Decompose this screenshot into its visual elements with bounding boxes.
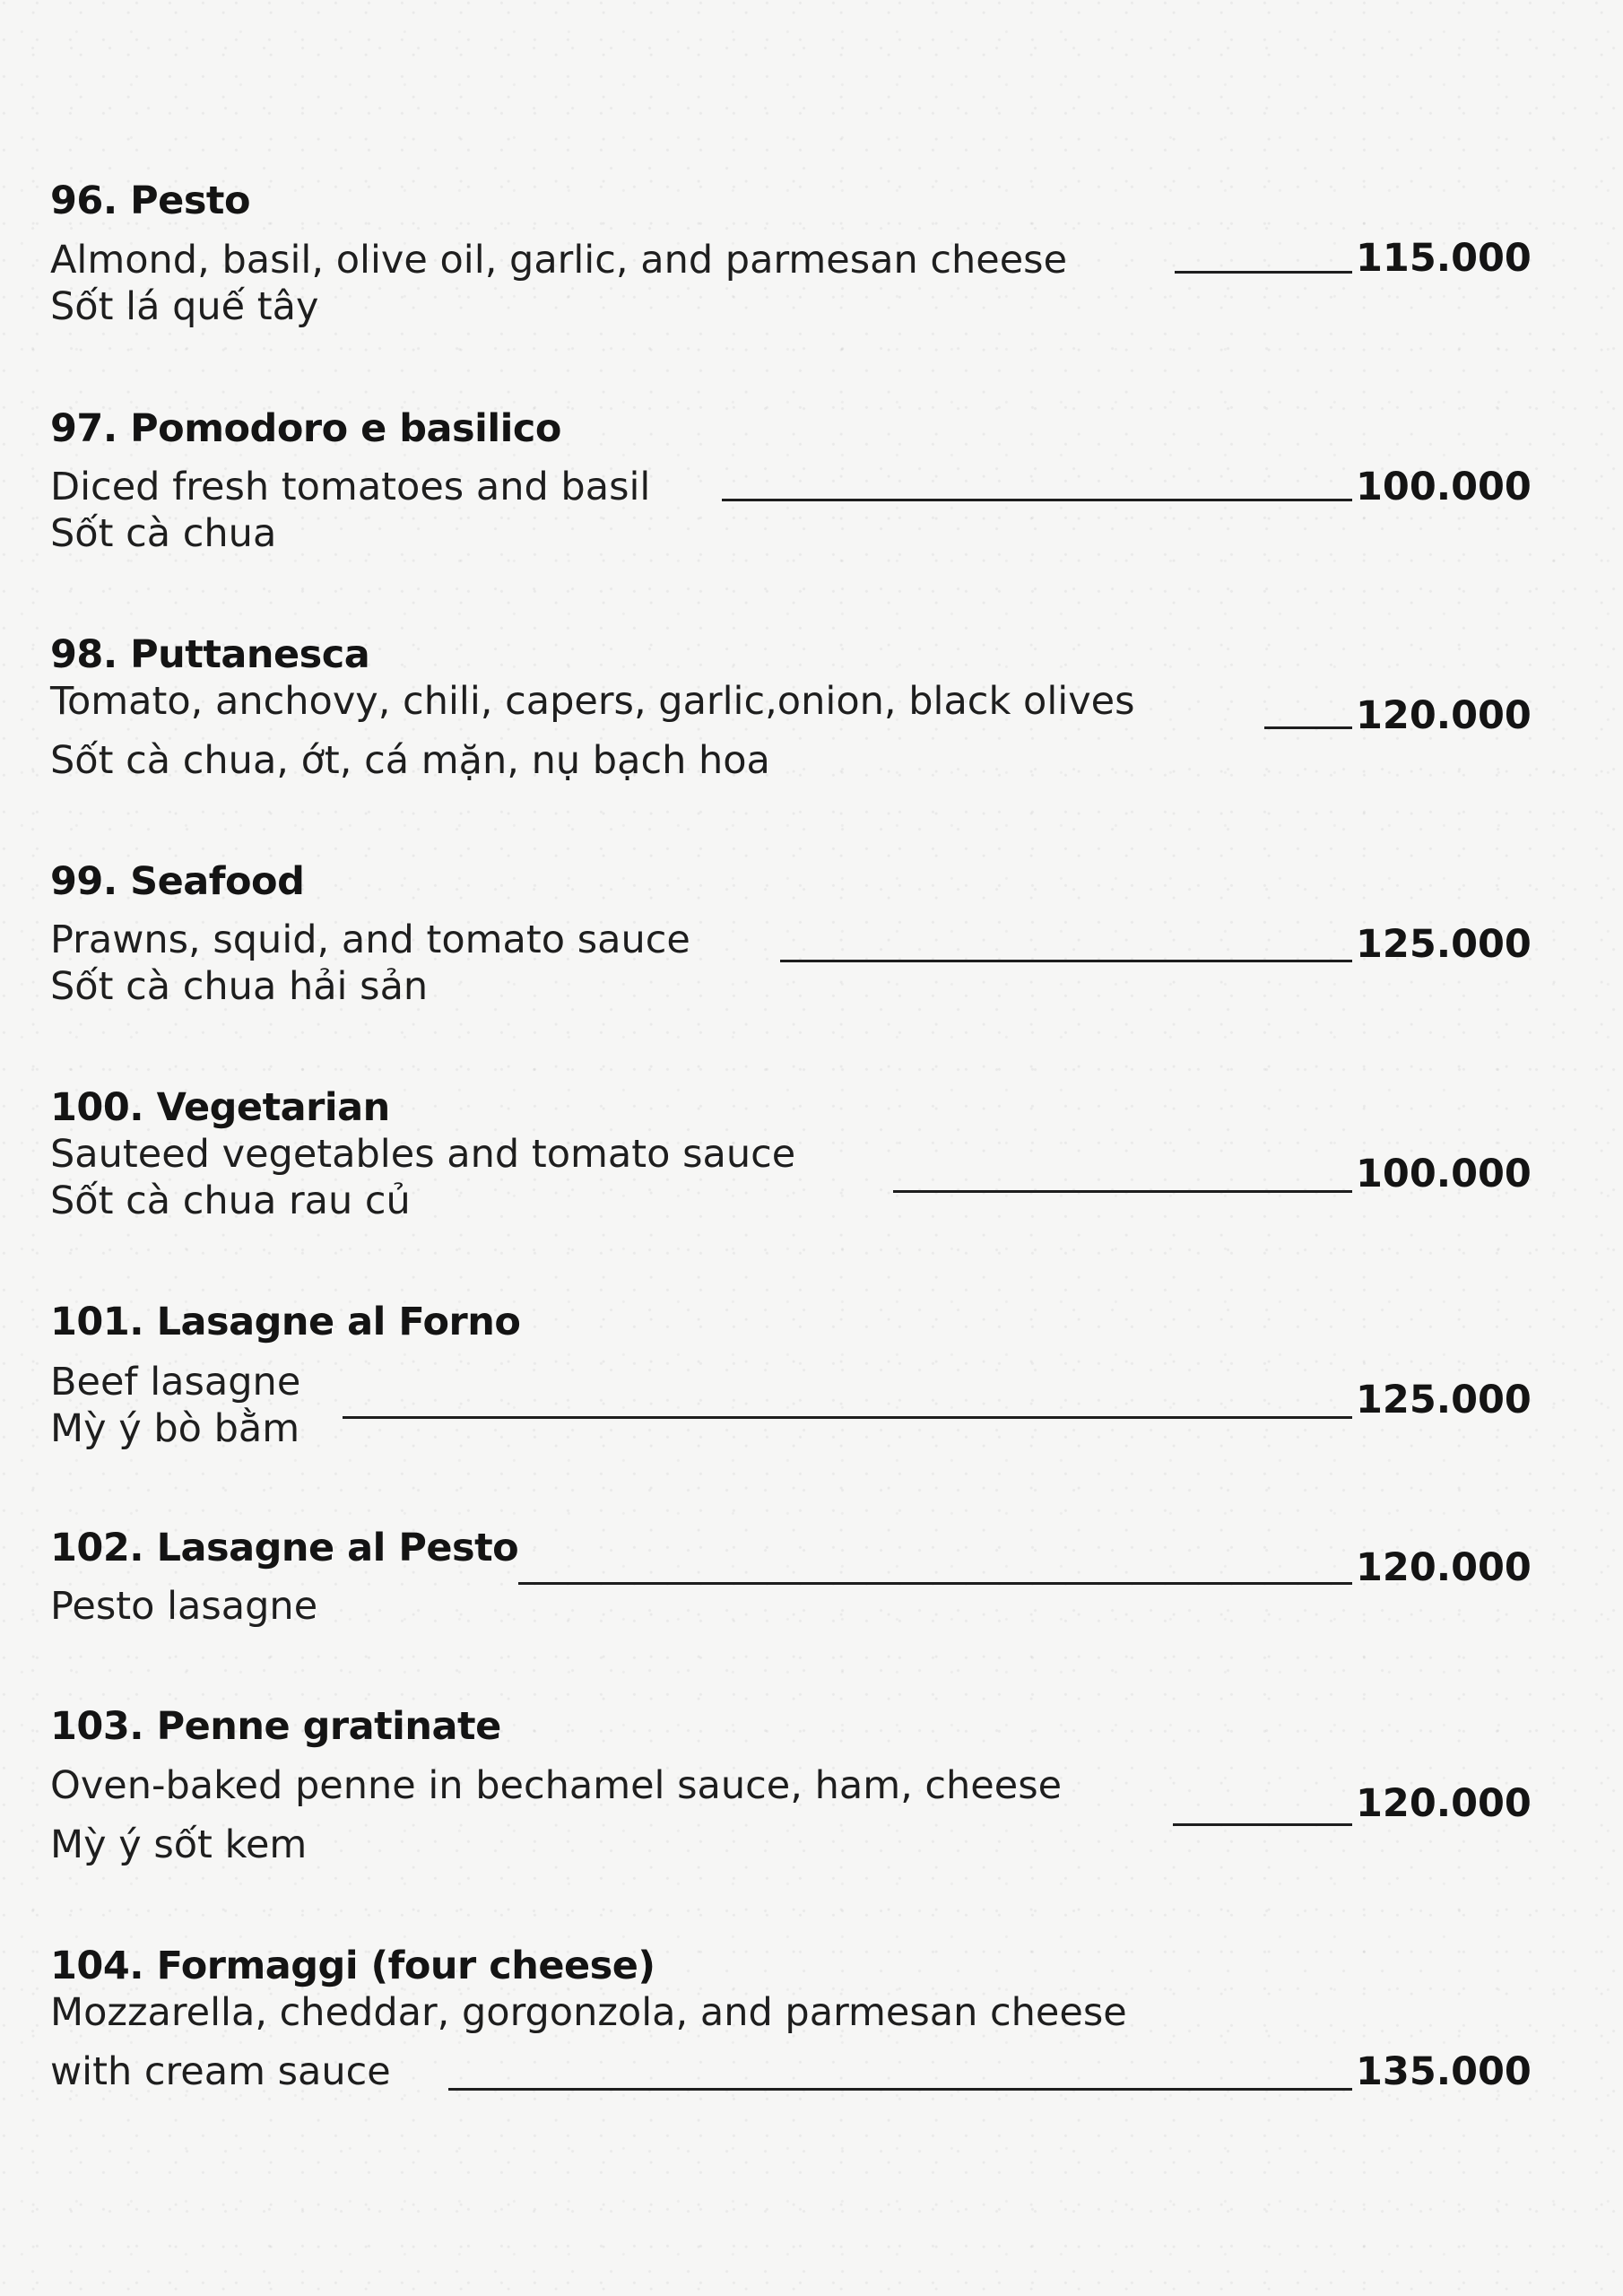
item-title: 104. Formaggi (four cheese): [50, 1944, 655, 1988]
item-description: Mozzarella, cheddar, gorgonzola, and parmesan cheese: [50, 1990, 1127, 2035]
item-price: 125.000: [1356, 1378, 1532, 1422]
item-title: 100. Vegetarian: [50, 1085, 390, 1130]
leader-line: [893, 1190, 1352, 1193]
item-description-vi: Sốt cà chua: [50, 511, 277, 556]
item-description: Oven-baked penne in bechamel sauce, ham, cheese: [50, 1763, 1063, 1808]
item-title: 99. Seafood: [50, 859, 305, 904]
item-description-vi: Mỳ ý bò bằm: [50, 1406, 300, 1451]
leader-line: [722, 499, 1352, 501]
item-description-vi: Sốt cà chua, ớt, cá mặn, nụ bạch hoa: [50, 738, 770, 783]
item-description: Prawns, squid, and tomato sauce: [50, 918, 690, 962]
item-price: 100.000: [1356, 465, 1532, 509]
item-description-vi: Mỳ ý sốt kem: [50, 1822, 308, 1867]
item-title: 96. Pesto: [50, 178, 251, 223]
item-description: Sauteed vegetables and tomato sauce: [50, 1132, 796, 1177]
item-title: 103. Penne gratinate: [50, 1704, 501, 1749]
item-description: Almond, basil, olive oil, garlic, and parmesan cheese: [50, 238, 1068, 283]
item-description: Beef lasagne: [50, 1360, 301, 1405]
item-description: Tomato, anchovy, chili, capers, garlic,onion, black olives: [50, 679, 1135, 724]
leader-line: [343, 1416, 1352, 1419]
item-price: 120.000: [1356, 1545, 1532, 1590]
leader-line: [1173, 1823, 1352, 1826]
leader-line: [1175, 271, 1352, 274]
item-description-vi: Sốt lá quế tây: [50, 284, 319, 329]
item-title: 101. Lasagne al Forno: [50, 1300, 521, 1344]
leader-line: [780, 960, 1352, 962]
item-description-secondary: with cream sauce: [50, 2049, 391, 2094]
item-price: 100.000: [1356, 1152, 1532, 1196]
item-price: 125.000: [1356, 922, 1532, 967]
item-price: 120.000: [1356, 693, 1532, 738]
item-title: 98. Puttanesca: [50, 632, 370, 677]
item-price: 135.000: [1356, 2049, 1532, 2094]
item-title: 102. Lasagne al Pesto: [50, 1526, 519, 1570]
item-price: 120.000: [1356, 1781, 1532, 1826]
leader-line: [1264, 726, 1352, 729]
item-description-vi: Sốt cà chua rau củ: [50, 1178, 411, 1223]
item-title: 97. Pomodoro e basilico: [50, 406, 561, 451]
item-description: Pesto lasagne: [50, 1584, 318, 1629]
leader-line: [448, 2088, 1352, 2091]
leader-line: [518, 1582, 1352, 1585]
item-description-vi: Sốt cà chua hải sản: [50, 964, 429, 1009]
item-description: Diced fresh tomatoes and basil: [50, 465, 651, 509]
item-price: 115.000: [1356, 236, 1532, 281]
